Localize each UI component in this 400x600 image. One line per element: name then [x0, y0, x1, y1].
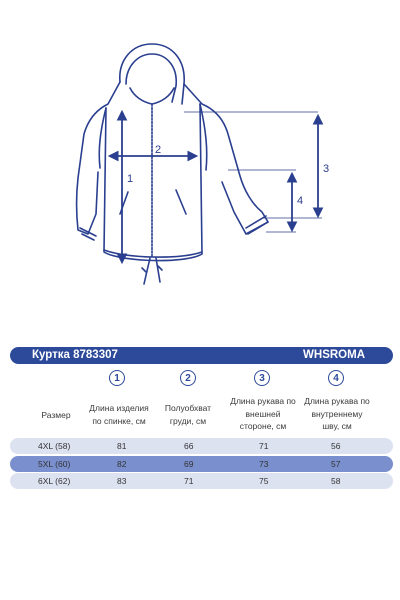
cell-size: 5XL (60): [38, 459, 71, 469]
cell-sleeve-outer: 73: [259, 459, 269, 469]
cell-length: 82: [117, 459, 127, 469]
product-title: Куртка 8783307: [32, 349, 118, 361]
table-row: [10, 456, 393, 472]
column-number-3: 3: [254, 370, 270, 386]
cell-length: 81: [117, 441, 127, 451]
brand-name: WHSROMA: [303, 349, 365, 361]
marker-4: 4: [297, 195, 304, 207]
cell-chest: 66: [184, 441, 194, 451]
header-chest: Полуобхват груди, см: [164, 403, 212, 426]
cell-sleeve-outer: 71: [259, 441, 269, 451]
header-sleeve-inner: Длина рукава по внутреннему шву, см: [304, 396, 370, 431]
cell-size: 4XL (58): [38, 441, 71, 451]
cell-size: 6XL (62): [38, 476, 71, 486]
table-row: [10, 438, 393, 454]
cell-chest: 69: [184, 459, 194, 469]
size-table-title-bar: [10, 347, 393, 364]
cell-length: 83: [117, 476, 127, 486]
cell-sleeve-inner: 58: [331, 476, 341, 486]
column-number-2: 2: [180, 370, 196, 386]
cell-sleeve-outer: 75: [259, 476, 269, 486]
header-size: Размер: [41, 410, 71, 420]
cell-sleeve-inner: 56: [331, 441, 341, 451]
header-sleeve-outer: Длина рукава по внешней стороне, см: [230, 396, 296, 431]
column-number-4: 4: [328, 370, 344, 386]
table-row: [10, 473, 393, 489]
header-length: Длина изделия по спинке, см: [89, 403, 149, 426]
marker-3: 3: [323, 163, 330, 175]
marker-2: 2: [155, 144, 162, 156]
cell-sleeve-inner: 57: [331, 459, 341, 469]
marker-1: 1: [127, 173, 134, 185]
cell-chest: 71: [184, 476, 194, 486]
column-number-1: 1: [109, 370, 125, 386]
